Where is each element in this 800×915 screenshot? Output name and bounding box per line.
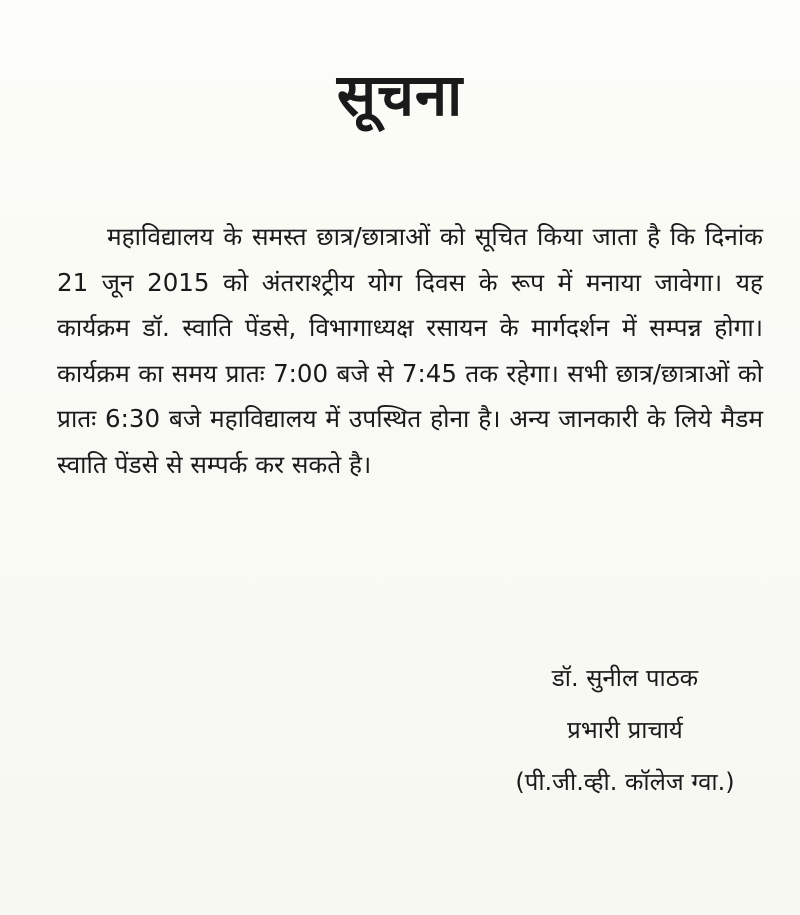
signatory-designation: प्रभारी प्राचार्य <box>567 716 683 744</box>
signatory-institution: (पी.जी.व्ही. कॉलेज ग्वा.) <box>515 768 735 796</box>
notice-body-paragraph <box>57 214 763 488</box>
signature-block <box>470 652 780 808</box>
signatory-name: डॉ. सुनील पाठक <box>551 664 699 692</box>
notice-body-text: महाविद्यालय के समस्त छात्र/छात्राओं को सूचित किया जाता है कि दिनांक 21 जून 2015 को अंतराश्ट्रीय योग दिवस के रूप में मनाया जावेगा। यह कार्यक्रम डॉ. स्वाति पेंडसे, विभागाध्यक्ष रसायन के मार्गदर्शन में सम्पन्न होगा। कार्यक्रम का समय प्रातः 7:00 बजे से 7:45 तक रहेगा। सभी छात्र/छात्राओं को प्रातः 6:30 बजे महाविद्यालय में उपस्थित होना है। अन्य जानकारी के लिये मैडम स्वाति पेंडसे से सम्पर्क कर सकते है। <box>57 222 763 479</box>
notice-title: सूचना <box>336 61 464 129</box>
